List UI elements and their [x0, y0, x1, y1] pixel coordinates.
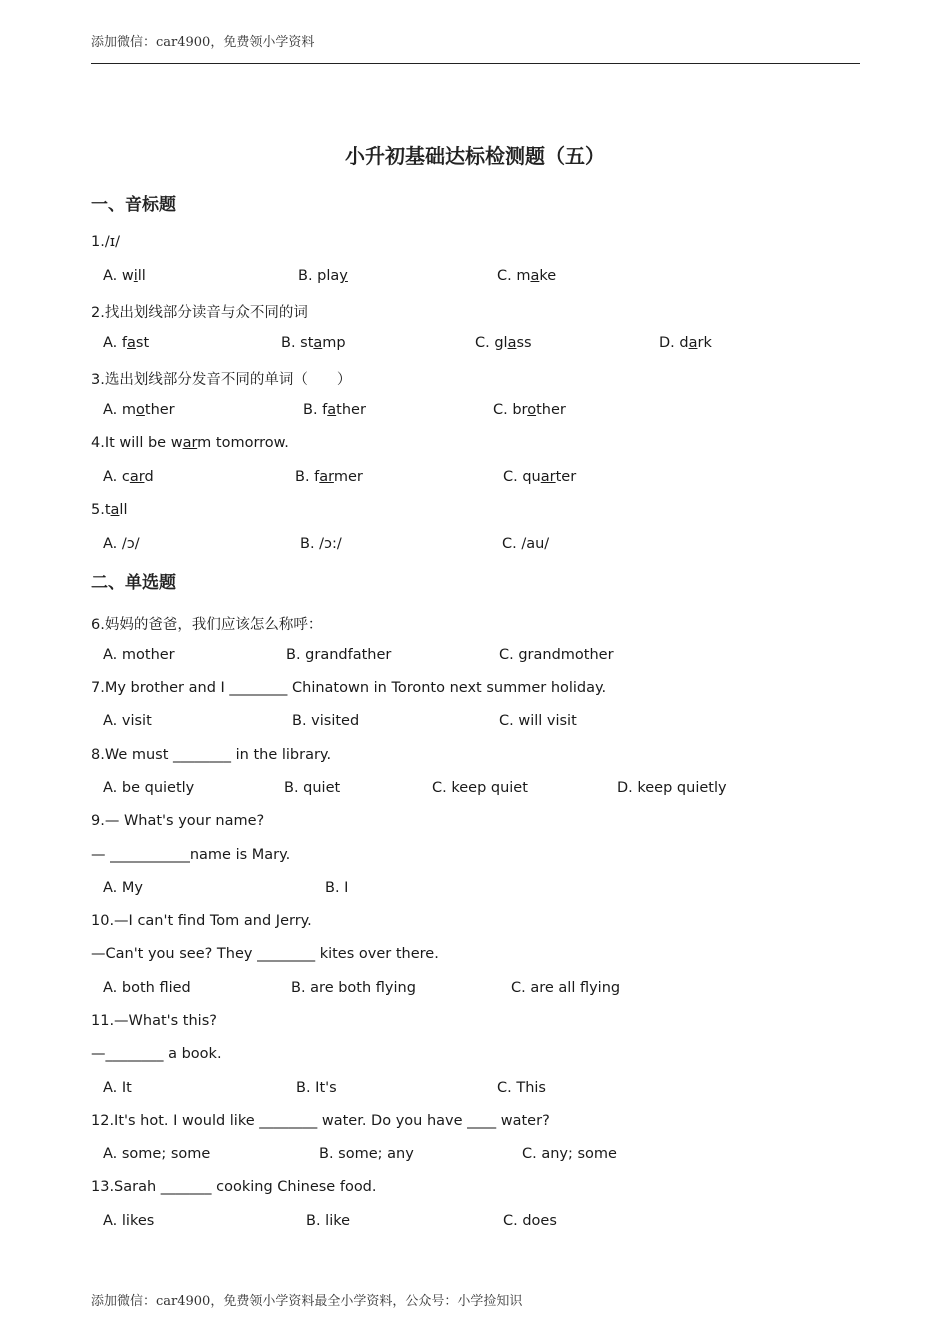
question-4-option-b[interactable]: B. farmer	[295, 469, 363, 485]
question-8-option-c[interactable]: C. keep quiet	[432, 780, 528, 796]
question-6-option-b[interactable]: B. grandfather	[286, 647, 392, 663]
question-12-stem: 12.It's hot. I would like ________ water. Do you have ____ water?	[91, 1113, 550, 1129]
question-10-option-c[interactable]: C. are all flying	[511, 980, 621, 996]
question-1-option-b[interactable]: B. play	[298, 268, 348, 284]
question-9-line-2: — ___________name is Mary.	[91, 847, 291, 863]
question-3-option-b[interactable]: B. father	[303, 402, 366, 418]
question-8-option-b[interactable]: B. quiet	[284, 780, 341, 796]
question-4-option-a[interactable]: A. card	[103, 469, 154, 485]
question-6-option-a[interactable]: A. mother	[103, 647, 175, 663]
question-13-option-c[interactable]: C. does	[503, 1213, 557, 1229]
question-2-option-d[interactable]: D. dark	[659, 335, 712, 351]
question-9-option-b[interactable]: B. I	[325, 880, 349, 896]
question-8-option-a[interactable]: A. be quietly	[103, 780, 195, 796]
question-3-option-a[interactable]: A. mother	[103, 402, 175, 418]
question-2-option-a[interactable]: A. fast	[103, 335, 150, 351]
question-4-stem: 4.It will be warm tomorrow.	[91, 435, 289, 451]
question-9-option-a[interactable]: A. My	[103, 880, 143, 896]
question-5-option-a[interactable]: A. /ɔ/	[103, 536, 140, 552]
question-11-option-c[interactable]: C. This	[497, 1080, 546, 1096]
question-6-option-c[interactable]: C. grandmother	[499, 647, 614, 663]
question-2-option-c[interactable]: C. glass	[475, 335, 532, 351]
question-1-option-c[interactable]: C. make	[497, 268, 557, 284]
question-12-option-a[interactable]: A. some; some	[103, 1146, 211, 1162]
question-10-option-b[interactable]: B. are both flying	[291, 980, 416, 996]
question-3-stem: 3.选出划线部分发音不同的单词（ ）	[91, 372, 352, 388]
question-3-option-c[interactable]: C. brother	[493, 402, 566, 418]
page-title: 小升初基础达标检测题（五）	[345, 144, 605, 168]
question-11-line-2: —________ a book.	[91, 1046, 222, 1062]
question-7-stem: 7.My brother and I ________ Chinatown in Toronto next summer holiday.	[91, 680, 607, 696]
question-12-option-c[interactable]: C. any; some	[522, 1146, 617, 1162]
question-2-option-b[interactable]: B. stamp	[281, 335, 346, 351]
section-heading-phonetics: 一、音标题	[91, 195, 176, 215]
header-divider	[91, 63, 860, 64]
question-10-option-a[interactable]: A. both flied	[103, 980, 191, 996]
question-12-option-b[interactable]: B. some; any	[319, 1146, 414, 1162]
question-10-line-2: —Can't you see? They ________ kites over there.	[91, 946, 439, 962]
header-note: 添加微信：car4900，免费领小学资料	[91, 35, 315, 50]
question-1-option-a[interactable]: A. will	[103, 268, 146, 284]
question-5-option-c[interactable]: C. /au/	[502, 536, 550, 552]
question-7-option-c[interactable]: C. will visit	[499, 713, 577, 729]
question-1-stem: 1./ɪ/	[91, 234, 120, 250]
question-11-option-a[interactable]: A. It	[103, 1080, 132, 1096]
question-4-option-c[interactable]: C. quarter	[503, 469, 577, 485]
question-8-option-d[interactable]: D. keep quietly	[617, 780, 727, 796]
question-13-option-b[interactable]: B. like	[306, 1213, 351, 1229]
question-7-option-a[interactable]: A. visit	[103, 713, 152, 729]
question-10-stem: 10.—I can't find Tom and Jerry.	[91, 913, 312, 929]
question-9-stem: 9.— What's your name?	[91, 813, 265, 829]
question-7-option-b[interactable]: B. visited	[292, 713, 360, 729]
question-13-option-a[interactable]: A. likes	[103, 1213, 155, 1229]
question-6-stem: 6.妈妈的爸爸，我们应该怎么称呼：	[91, 617, 323, 633]
question-2-stem: 2.找出划线部分读音与众不同的词	[91, 305, 308, 321]
question-11-stem: 11.—What's this?	[91, 1013, 217, 1029]
section-heading-single-choice: 二、单选题	[91, 573, 176, 593]
question-8-stem: 8.We must ________ in the library.	[91, 747, 332, 763]
question-5-option-b[interactable]: B. /ɔ:/	[300, 536, 342, 552]
question-11-option-b[interactable]: B. It's	[296, 1080, 337, 1096]
question-13-stem: 13.Sarah _______ cooking Chinese food.	[91, 1179, 377, 1195]
question-5-stem: 5.tall	[91, 502, 128, 518]
footer-note: 添加微信：car4900，免费领小学资料最全小学资料，公众号：小学捡知识	[91, 1294, 523, 1309]
